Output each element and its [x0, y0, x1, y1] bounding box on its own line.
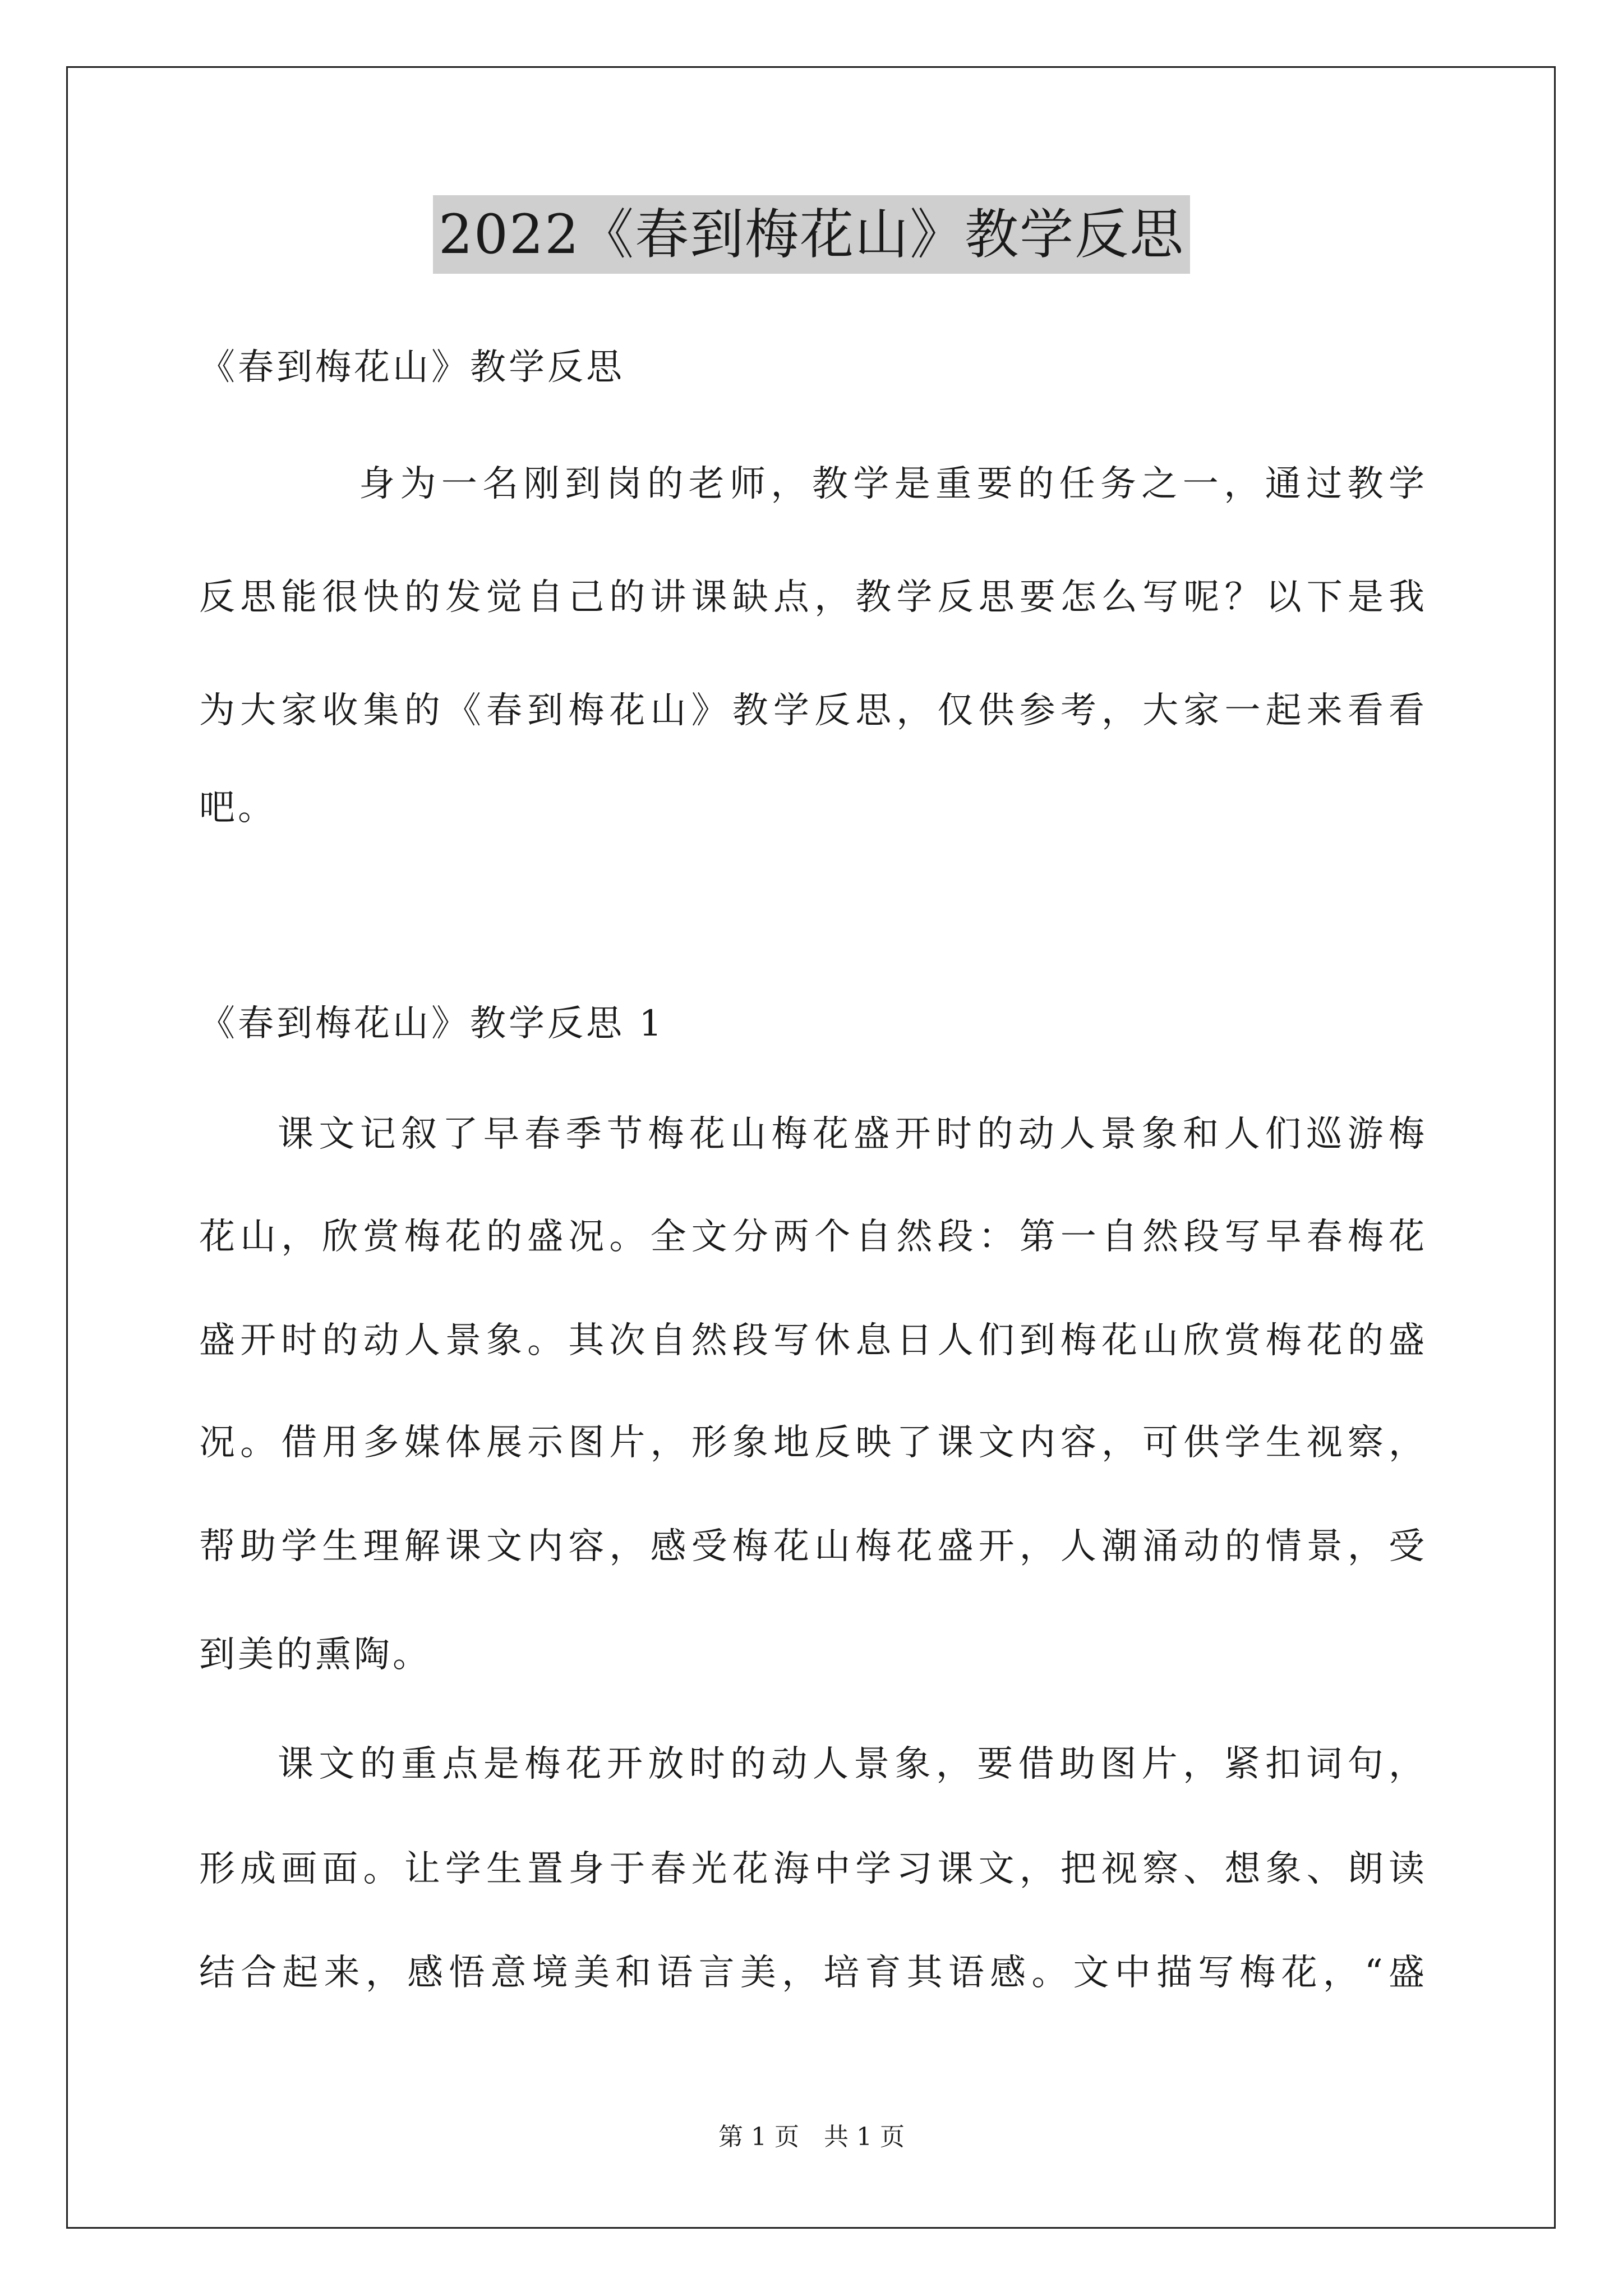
paragraph1-line-1: 课文记叙了早春季节梅花山梅花盛开时的动人景象和人们巡游梅	[278, 1114, 1427, 1155]
paragraph1-line-4: 况。借用多媒体展示图片，形象地反映了课文内容，可供学生视察，	[199, 1422, 1427, 1464]
intro-line-2: 反思能很快的发觉自己的讲课缺点，教学反思要怎么写呢？以下是我	[199, 577, 1427, 618]
title-container	[0, 195, 1623, 274]
paragraph1-line-2: 花山，欣赏梅花的盛况。全文分两个自然段：第一自然段写早春梅花	[199, 1216, 1427, 1258]
paragraph2-line-2: 形成画面。让学生置身于春光花海中学习课文，把视察、想象、朗读	[199, 1848, 1427, 1890]
paragraph1-line-3: 盛开时的动人景象。其次自然段写休息日人们到梅花山欣赏梅花的盛	[199, 1320, 1427, 1361]
page-number-footer: 第 1 页 共 1 页	[718, 2123, 905, 2151]
paragraph2-line-1: 课文的重点是梅花开放时的动人景象，要借助图片，紧扣词句，	[278, 1743, 1427, 1785]
intro-line-1: 身为一名刚到岗的老师，教学是重要的任务之一，通过教学	[359, 463, 1427, 505]
paragraph1-line-5: 帮助学生理解课文内容，感受梅花山梅花盛开，人潮涌动的情景，受	[199, 1526, 1427, 1567]
intro-line-4: 吧。	[199, 787, 276, 829]
intro-line-3: 为大家收集的《春到梅花山》教学反思，仅供参考，大家一起来看看	[199, 690, 1427, 731]
section-heading: 《春到梅花山》教学反思 1	[199, 1003, 665, 1045]
document-subtitle: 《春到梅花山》教学反思	[199, 347, 625, 388]
paragraph2-line-3: 结合起来，感悟意境美和语言美，培育其语感。文中描写梅花，“盛	[199, 1952, 1427, 1994]
document-title: 2022《春到梅花山》教学反思	[433, 195, 1190, 274]
paragraph1-line-6: 到美的熏陶。	[199, 1634, 431, 1676]
